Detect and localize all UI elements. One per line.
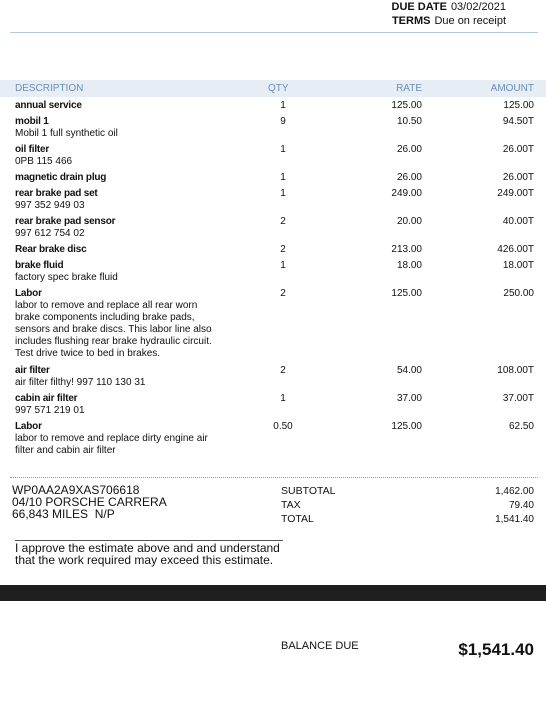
totals-divider [10,477,538,478]
table-row [0,365,546,389]
item-qty: 1 [280,100,286,111]
item-qty: 1 [280,172,286,183]
item-amount: 426.00T [497,244,534,255]
terms-row [392,15,506,27]
item-amount: 94.50T [502,116,534,127]
item-name: brake fluid [15,260,64,271]
item-qty: 1 [280,144,286,155]
item-description: 997 352 949 03 [15,200,85,211]
item-qty: 1 [280,260,286,271]
approval-line-2: that the work required may exceed this estimate. [15,553,274,567]
item-rate: 10.50 [396,116,422,127]
item-name: magnetic drain plug [15,172,107,183]
item-description: air filter filthy! 997 110 130 31 [15,377,146,388]
item-description: brake components including brake pads, [15,312,195,323]
item-amount: 26.00T [502,144,534,155]
item-description: labor to remove and replace all rear worn [15,300,198,311]
balance-due-value: $1,541.40 [458,640,534,659]
approval-statement [15,542,280,566]
table-row [0,100,546,112]
item-name: rear brake pad sensor [15,216,116,227]
item-amount: 37.00T [502,393,534,404]
item-amount: 26.00T [502,172,534,183]
item-amount: 108.00T [497,365,534,376]
table-row [0,393,546,417]
table-row [0,188,546,212]
total-value: 1,541.40 [495,514,534,525]
table-row [0,260,546,284]
item-description: includes flushing rear brake hydraulic circuit. [15,336,212,347]
subtotal-value: 1,462.00 [495,486,534,497]
item-name: Labor [15,421,42,432]
table-row [0,116,546,140]
item-description: 997 571 219 01 [15,405,85,416]
vehicle-vin: WP0AA2A9XAS706618 [12,483,140,497]
approval-line-1: I approve the estimate above and and understand [15,541,280,555]
item-name: annual service [15,100,82,111]
item-rate: 26.00 [396,144,422,155]
item-amount: 62.50 [508,421,534,432]
col-rate: RATE [396,83,422,94]
item-name: oil filter [15,144,50,155]
col-description: DESCRIPTION [15,83,84,94]
due-date-label: DUE DATE [391,1,447,13]
item-qty: 2 [280,288,286,299]
item-description: Mobil 1 full synthetic oil [15,128,118,139]
item-description: labor to remove and replace dirty engine air [15,433,208,444]
item-amount: 249.00T [497,188,534,199]
item-name: mobil 1 [15,116,49,127]
col-qty: QTY [268,83,289,94]
table-row [0,172,546,184]
item-name: rear brake pad set [15,188,98,199]
item-description: sensors and brake discs. This labor line also [15,324,212,335]
item-rate: 249.00 [391,188,422,199]
table-row [0,421,546,457]
item-qty: 2 [280,365,286,376]
item-name: air filter [15,365,50,376]
item-name: Labor [15,288,42,299]
item-description: Test drive twice to bed in brakes. [15,348,161,359]
item-qty: 1 [280,393,286,404]
col-amount: AMOUNT [490,83,534,94]
item-qty: 1 [280,188,286,199]
table-row [0,216,546,240]
item-name: Rear brake disc [15,244,87,255]
item-rate: 20.00 [396,216,422,227]
vehicle-model: 04/10 PORSCHE CARRERA [12,495,167,509]
item-rate: 54.00 [396,365,422,376]
item-rate: 213.00 [391,244,422,255]
total-label: TOTAL [281,513,314,525]
footer-bar [0,585,546,601]
item-qty: 2 [280,244,286,255]
item-amount: 250.00 [503,288,534,299]
terms-label: TERMS [391,15,431,27]
vehicle-info [12,484,167,520]
item-rate: 125.00 [391,100,422,111]
header-divider [10,32,538,33]
item-rate: 125.00 [391,288,422,299]
tax-value: 79.40 [508,500,534,511]
item-description: 0PB 115 466 [15,156,73,167]
item-amount: 40.00T [502,216,534,227]
vehicle-miles: 66,843 MILES N/P [12,507,115,521]
item-qty: 0.50 [273,421,293,432]
due-date-value: 03/02/2021 [450,1,506,13]
table-row [0,288,546,360]
item-amount: 18.00T [502,260,534,271]
due-date-row [392,1,506,13]
tax-label: TAX [281,499,301,511]
item-rate: 125.00 [391,421,422,432]
balance-due-label: BALANCE DUE [281,640,359,652]
item-description: factory spec brake fluid [15,272,118,283]
item-description: 997 612 754 02 [15,228,85,239]
table-row [0,144,546,168]
item-name: cabin air filter [15,393,78,404]
item-rate: 18.00 [396,260,422,271]
table-header [0,80,546,97]
item-qty: 2 [280,216,286,227]
item-qty: 9 [280,116,286,127]
subtotal-label: SUBTOTAL [281,485,336,497]
table-row [0,244,546,256]
item-amount: 125.00 [503,100,534,111]
item-rate: 37.00 [396,393,422,404]
item-rate: 26.00 [396,172,422,183]
terms-value: Due on receipt [434,15,506,27]
item-description: filter and cabin air filter [15,445,116,456]
